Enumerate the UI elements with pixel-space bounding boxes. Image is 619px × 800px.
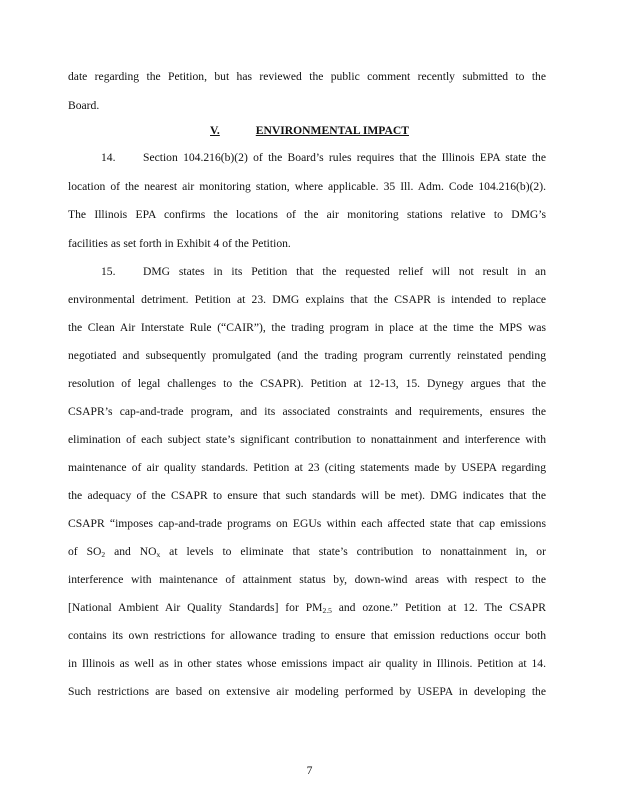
text-line: [68, 573, 546, 587]
page-number: 7: [306, 764, 313, 777]
text-run: interference with maintenance of attainment status by, down-wind areas with respect to the: [68, 573, 546, 586]
text-line: [68, 180, 546, 194]
text-run: contains its own restrictions for allowance trading to ensure that emission reductions occur both: [68, 629, 546, 642]
text-run: Board.: [68, 99, 100, 112]
text-run: at levels to eliminate that state’s contribution to nonattainment in, or: [160, 545, 546, 558]
text-line: [68, 657, 546, 671]
text-run: CSAPR’s cap-and-trade program, and its associated constraints and requirements, ensures the: [68, 405, 546, 418]
text-run: elimination of each subject state’s significant contribution to nonattainment and interference with: [68, 433, 546, 446]
subscript: x: [156, 550, 161, 559]
section-heading: [0, 124, 619, 138]
text-line: [68, 601, 546, 615]
text-run: and NO: [105, 545, 157, 558]
text-line: [68, 629, 546, 643]
text-line: [68, 517, 546, 531]
subscript: 2.5: [322, 606, 332, 615]
text-line: [143, 151, 546, 165]
text-line: [68, 545, 546, 559]
text-line: [68, 99, 546, 113]
text-line: [68, 321, 546, 335]
text-run: date regarding the Petition, but has reviewed the public comment recently submitted to the: [68, 70, 546, 83]
section-number: V.: [210, 124, 220, 137]
text-run: negotiated and subsequently promulgated (and the trading program currently reinstated pending: [68, 349, 546, 362]
text-run: Section 104.216(b)(2) of the Board’s rules requires that the Illinois EPA state the: [143, 151, 546, 164]
text-run: CSAPR “imposes cap-and-trade programs on EGUs within each affected state that cap emissions: [68, 517, 546, 530]
text-run: and ozone.” Petition at 12. The CSAPR: [331, 601, 546, 614]
text-run: facilities as set forth in Exhibit 4 of the Petition.: [68, 237, 291, 250]
text-run: [National Ambient Air Quality Standards] for PM: [68, 601, 323, 614]
section-title: ENVIRONMENTAL IMPACT: [255, 124, 409, 137]
text-run: maintenance of air quality standards. Petition at 23 (citing statements made by USEPA regarding: [68, 461, 546, 474]
text-line: [68, 489, 546, 503]
text-run: Such restrictions are based on extensive air modeling performed by USEPA in developing the: [68, 685, 546, 698]
text-run: resolution of legal challenges to the CSAPR). Petition at 12-13, 15. Dynegy argues that the: [68, 377, 546, 390]
text-run: of SO: [68, 545, 102, 558]
text-run: environmental detriment. Petition at 23. DMG explains that the CSAPR is intended to replace: [68, 293, 546, 306]
text-run: in Illinois as well as in other states whose emissions impact air quality in Illinois. Petition at 14.: [68, 657, 546, 670]
text-line: [68, 293, 546, 307]
text-run: the adequacy of the CSAPR to ensure that such standards will be met). DMG indicates that the: [68, 489, 546, 502]
text-line: [68, 208, 546, 222]
text-line: [68, 405, 546, 419]
text-line: [68, 70, 546, 84]
subscript: 2: [101, 550, 106, 559]
text-line: [143, 265, 546, 279]
text-run: The Illinois EPA confirms the locations of the air monitoring stations relative to DMG’s: [68, 208, 546, 221]
text-line: [68, 433, 546, 447]
text-line: [68, 349, 546, 363]
paragraph-number: 14.: [101, 151, 116, 164]
text-line: [68, 237, 546, 251]
paragraph-number: 15.: [101, 265, 116, 278]
text-line: [68, 377, 546, 391]
text-line: [68, 685, 546, 699]
text-run: the Clean Air Interstate Rule (“CAIR”), the trading program in place at the time the MPS was: [68, 321, 546, 334]
text-run: DMG states in its Petition that the requested relief will not result in an: [143, 265, 546, 278]
text-line: [68, 461, 546, 475]
text-run: location of the nearest air monitoring station, where applicable. 35 Ill. Adm. Code 104.216(b)(2).: [68, 180, 546, 193]
